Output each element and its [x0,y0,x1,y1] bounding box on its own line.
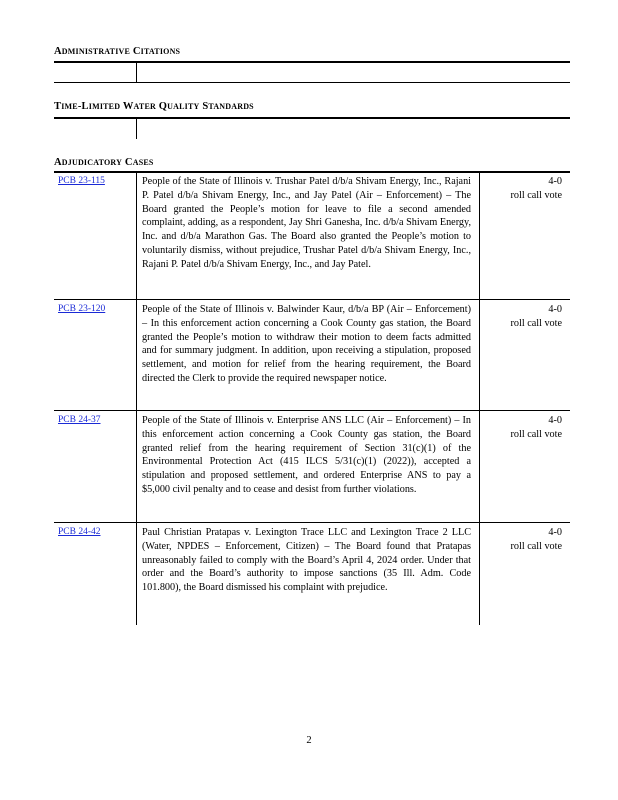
case-row [54,172,570,300]
case-vote [480,300,570,410]
vote-count: 4-0 [548,304,562,315]
section-rule [54,117,570,119]
vote-label: roll call vote [510,540,562,552]
cases-table [54,172,570,625]
section-title-time-limited-water-quality-standards: TIME-LIMITED WATER QUALITY STANDARDS [54,101,254,112]
column-divider [136,119,137,139]
case-description: Paul Christian Pratapas v. Lexington Trace LLC and Lexington Trace 2 LLC (Water, NPDES – Enforcement, Citizen) – The Board found that Pratapas unreasonably failed to comply with the Board’s April 4, 2024 order. Under that order and the Board’s authority to impose sanctions (35 Ill. Adm. Code 101.800), the Board dismissed his complaint with prejudice. [136,523,480,625]
case-description: People of the State of Illinois v. Enterprise ANS LLC (Air – Enforcement) – In this enforcement action concerning a Cook County gas station, the Board granted relief from the hearing requirement of Section 31(c)(1) of the Environmental Protection Act (415 ILCS 5/31(c)(1) (2022)), accepted a stipulation and proposed settlement, and ordered Enterprise ANS to pay a $5,000 civil penalty and to cease and desist from further violations. [136,411,480,522]
case-description: People of the State of Illinois v. Balwinder Kaur, d/b/a BP (Air – Enforcement) – In this enforcement action concerning a Cook County gas station, the Board granted the People’s motion to withdraw their motion to deem facts admitted and for summary judgment. In addition, upon receiving a stipulation, proposed settlement, and motion for relief from the hearing requirement, the Board directed the Clerk to provide the required newspaper notice. [136,300,480,410]
section-rule [54,82,570,83]
vote-count: 4-0 [548,176,562,187]
page-number: 2 [306,735,312,746]
section-rule [54,61,570,63]
case-description: People of the State of Illinois v. Trushar Patel d/b/a Shivam Energy, Inc., Rajani P. Patel d/b/a Shivam Energy, Inc., and Jay Patel (Air – Enforcement) – The Board granted the People’s motion for leave to file a second amended complaint, adding, as a respondent, Jay Shri Ganesha, Inc. d/b/a Shivam Energy, Inc. and d/b/a Marathon Gas. The Board also granted the People’s motion to voluntarily dismiss, without prejudice, Trushar Patel d/b/a Shivam Energy, Inc., Rajani P. Patel d/b/a Shivam Energy, Inc., and Jay Patel. [136,172,480,299]
case-vote [480,172,570,299]
case-row [54,523,570,625]
case-number-link[interactable]: PCB 23-115 [58,176,105,186]
case-vote [480,523,570,625]
section-title-adjudicatory-cases: ADJUDICATORY CASES [54,157,154,168]
vote-count: 4-0 [548,527,562,538]
case-number-link[interactable]: PCB 24-42 [58,527,101,537]
vote-label: roll call vote [510,428,562,440]
case-number-link[interactable]: PCB 24-37 [58,415,101,425]
case-vote [480,411,570,522]
case-number-link[interactable]: PCB 23-120 [58,304,106,314]
vote-label: roll call vote [510,189,562,201]
column-divider [136,63,137,82]
case-row [54,300,570,411]
vote-label: roll call vote [510,317,562,329]
case-row [54,411,570,523]
section-title-administrative-citations: ADMINISTRATIVE CITATIONS [54,46,181,57]
vote-count: 4-0 [548,415,562,426]
